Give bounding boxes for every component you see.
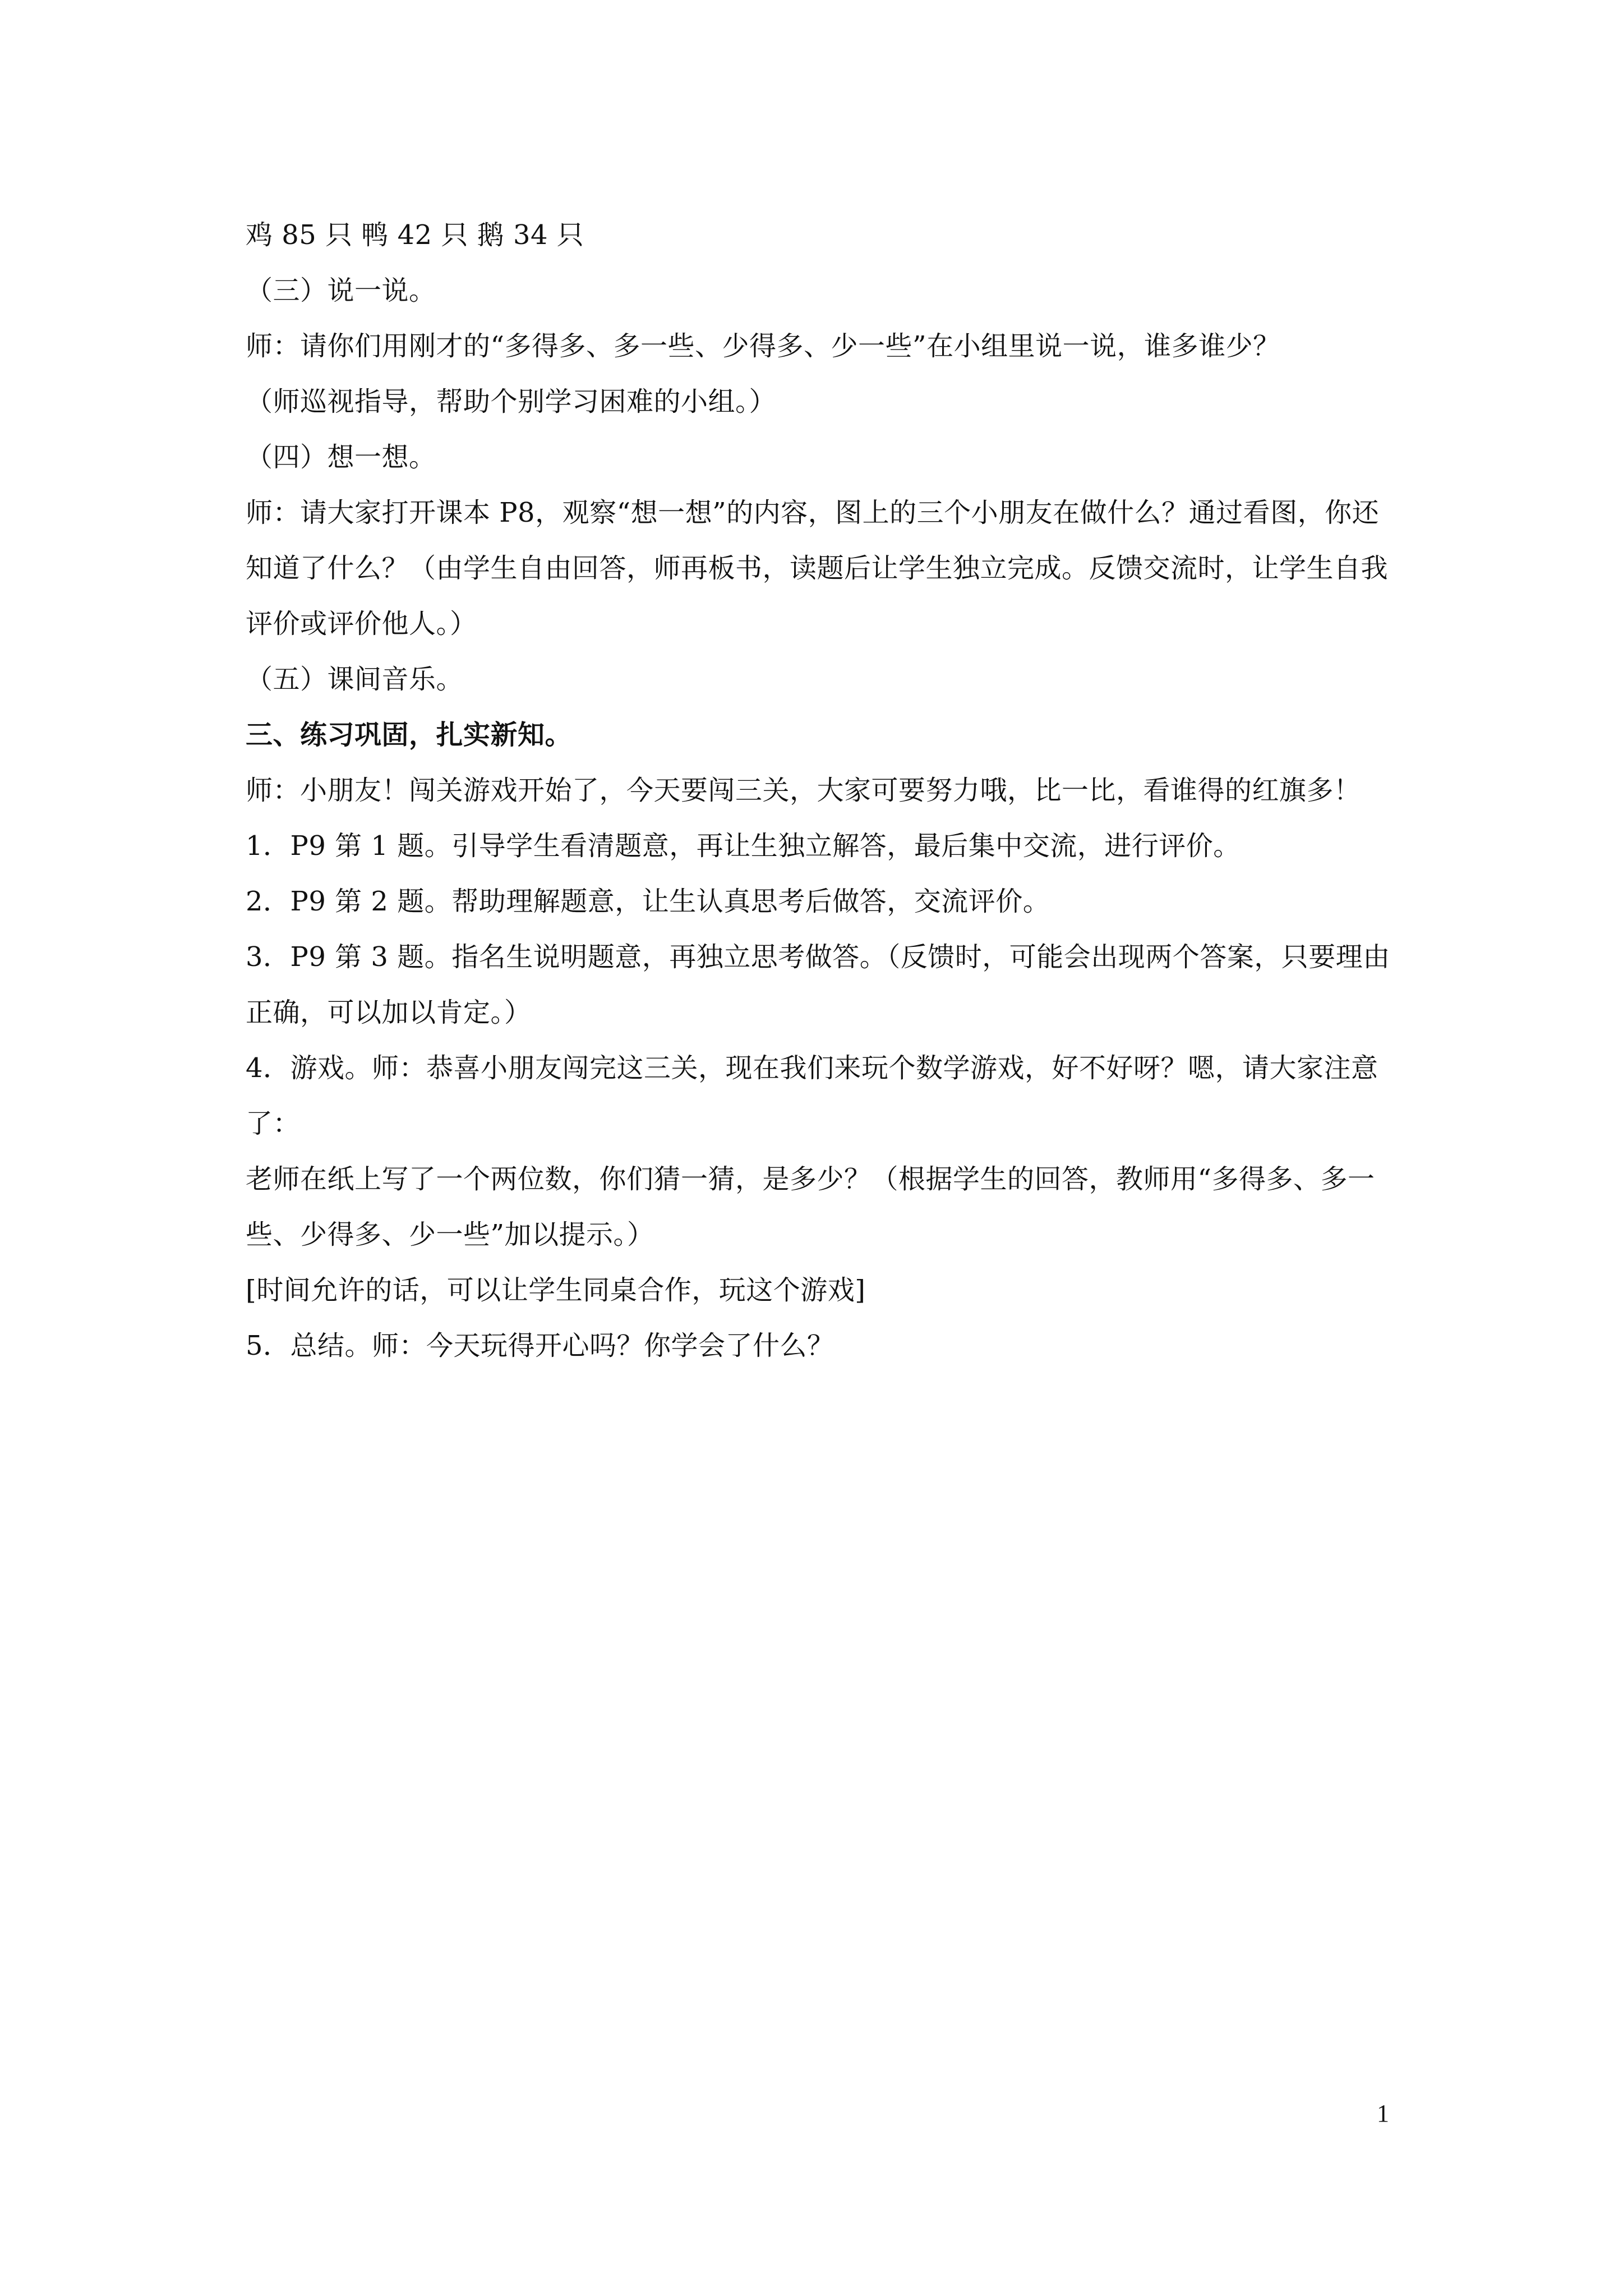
paragraph-heading-say: （三）说一说。 bbox=[246, 275, 436, 306]
paragraph-teacher-guidance: （师巡视指导，帮助个别学习困难的小组。） bbox=[246, 386, 777, 417]
list-item-exercise-2: 2．P9 第 2 题。帮助理解题意，让生认真思考后做答，交流评价。 bbox=[246, 886, 1050, 917]
page-number: 1 bbox=[1377, 2100, 1389, 2127]
list-item-game: 4．游戏。师：恭喜小朋友闯完这三关，现在我们来玩个数学游戏，好不好呀？嗯，请大家注意了： bbox=[246, 1052, 1378, 1139]
list-item-exercise-3: 3．P9 第 3 题。指名生说明题意，再独立思考做答。（反馈时，可能会出现两个答案，只要理由正确，可以加以肯定。） bbox=[246, 941, 1390, 1028]
section-heading-practice: 三、练习巩固，扎实新知。 bbox=[246, 719, 573, 751]
paragraph-heading-music: （五）课间音乐。 bbox=[246, 664, 464, 695]
list-item-summary: 5．总结。师：今天玩得开心吗？你学会了什么？ bbox=[246, 1330, 834, 1361]
paragraph-guess-number: 老师在纸上写了一个两位数，你们猜一猜，是多少？（根据学生的回答，教师用“多得多、多一些、少得多、少一些”加以提示。） bbox=[246, 1163, 1375, 1250]
paragraph-time-note: [时间允许的话，可以让学生同桌合作，玩这个游戏] bbox=[246, 1274, 866, 1306]
paragraph-teacher-prompt-textbook: 师：请大家打开课本 P8，观察“想一想”的内容，图上的三个小朋友在做什么？通过看图，你还知道了什么？（由学生自由回答，师再板书，读题后让学生独立完成。反馈交流时，让学生自我评价或评价他人。） bbox=[246, 497, 1389, 639]
document-body bbox=[246, 208, 1395, 1374]
paragraph-heading-think: （四）想一想。 bbox=[246, 441, 436, 473]
list-item-exercise-1: 1．P9 第 1 题。引导学生看清题意，再让生独立解答，最后集中交流，进行评价。 bbox=[246, 830, 1241, 862]
paragraph-teacher-prompt-compare: 师：请你们用刚才的“多得多、多一些、少得多、少一些”在小组里说一说，谁多谁少？ bbox=[246, 330, 1280, 362]
paragraph-animal-counts: 鸡 85 只 鸭 42 只 鹅 34 只 bbox=[246, 219, 584, 251]
paragraph-game-intro: 师：小朋友！闯关游戏开始了，今天要闯三关，大家可要努力哦，比一比，看谁得的红旗多！ bbox=[246, 775, 1361, 806]
